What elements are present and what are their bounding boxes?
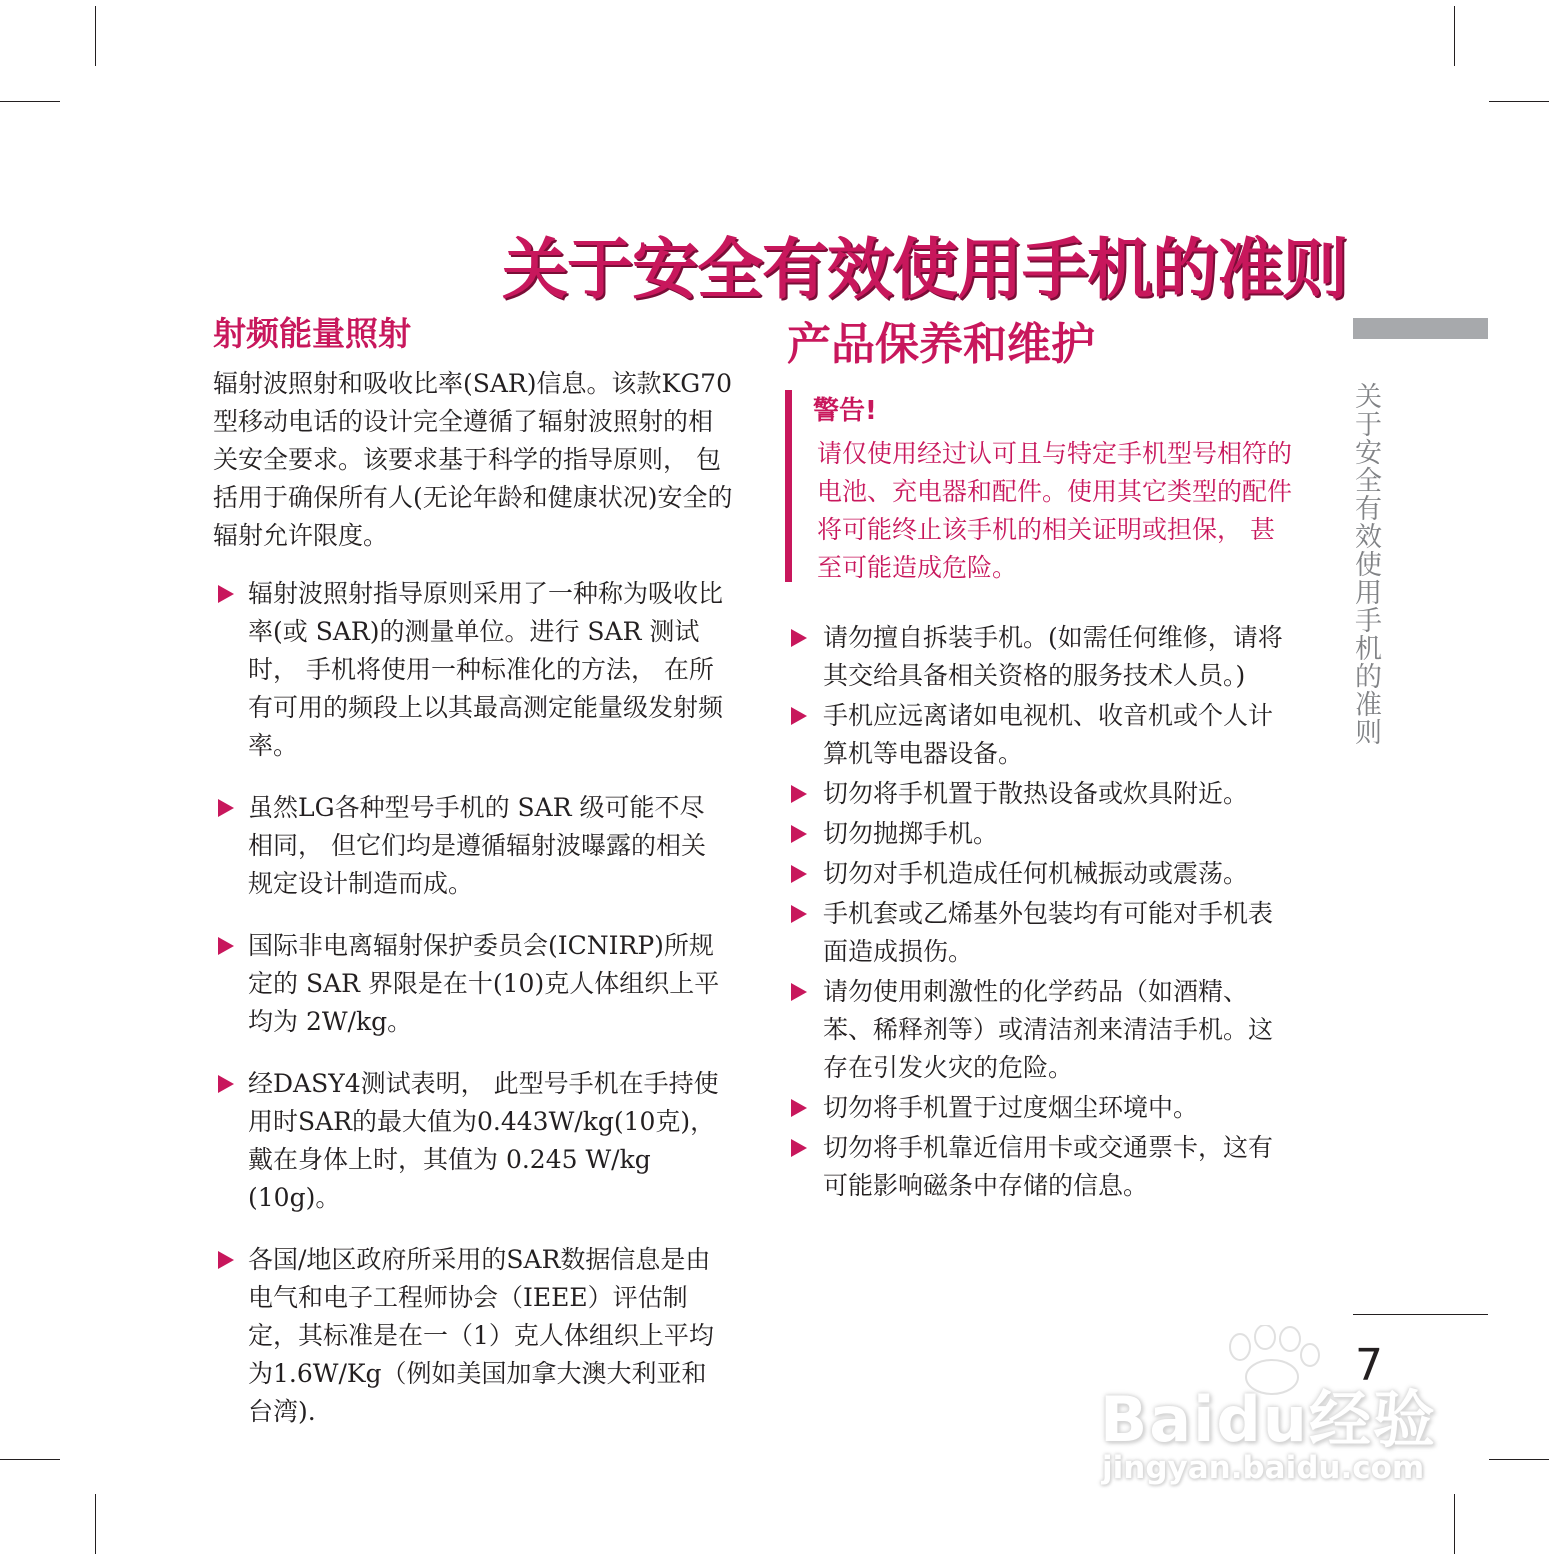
list-item (823, 775, 1293, 813)
bullet-triangle-icon (791, 905, 807, 923)
list-item-text: 手机应远离诸如电视机、收音机或个人计算机等电器设备。 (823, 701, 1274, 768)
list-item-text: 切勿将手机置于散热设备或炊具附近。 (823, 779, 1249, 808)
side-tab-label: 关于安全有效使用手机的准则 (1350, 382, 1381, 746)
bullet-triangle-icon (218, 937, 234, 955)
bullet-triangle-icon (791, 825, 807, 843)
list-item-text: 请勿擅自拆装手机。(如需任何维修，请将其交给具备相关资格的服务技术人员。) (823, 623, 1283, 690)
list-item (823, 815, 1293, 853)
list-item-text: 切勿将手机置于过度烟尘环境中。 (823, 1093, 1199, 1122)
list-item-text: 虽然LG各种型号手机的 SAR 级可能不尽相同， 但它们均是遵循辐射波曝露的相关规定设计制造而成。 (248, 793, 706, 898)
bullet-triangle-icon (791, 785, 807, 803)
list-item-text: 各国/地区政府所采用的SAR数据信息是由电气和电子工程师协会（IEEE）评估制定，其标准是在一（1）克人体组织上平均为1.6W/Kg（例如美国加拿大澳大利亚和台湾). (248, 1245, 714, 1426)
list-item (823, 619, 1293, 695)
crop-mark (0, 1459, 60, 1460)
crop-mark (1489, 101, 1549, 102)
watermark-word: Baidu经验 (1100, 1383, 1437, 1456)
crop-mark (95, 6, 96, 66)
bullet-triangle-icon (791, 707, 807, 725)
list-item-text: 辐射波照射指导原则采用了一种称为吸收比率(或 SAR)的测量单位。进行 SAR 测试时， 手机将使用一种标准化的方法， 在所有可用的频段上以其最高测定能量级发射频率。 (248, 579, 724, 760)
bullet-triangle-icon (218, 1251, 234, 1269)
list-item (823, 855, 1293, 893)
section-heading-care-maintenance: 产品保养和维护 (787, 319, 1095, 370)
bullet-triangle-icon (218, 799, 234, 817)
list-item-text: 切勿抛掷手机。 (823, 819, 999, 848)
rf-bullet-list (248, 575, 728, 1455)
list-item-text: 国际非电离辐射保护委员会(ICNIRP)所规定的 SAR 界限是在十(10)克人体组织上平均为 2W/kg。 (248, 931, 720, 1036)
crop-mark (1454, 1494, 1455, 1554)
list-item (248, 1065, 728, 1217)
list-item (823, 697, 1293, 773)
list-item-text: 请勿使用刺激性的化学药品（如酒精、苯、稀释剂等）或清洁剂来清洁手机。这存在引发火灾的危险。 (823, 977, 1274, 1082)
warning-accent-bar (785, 390, 792, 582)
list-item (248, 927, 728, 1041)
list-item (823, 973, 1293, 1087)
bullet-triangle-icon (218, 585, 234, 603)
list-item (248, 1241, 728, 1431)
intro-paragraph: 辐射波照射和吸收比率(SAR)信息。该款KG70型移动电话的设计完全遵循了辐射波照射的相关安全要求。该要求基于科学的指导原则， 包括用于确保所有人(无论年龄和健康状况)安全的辐射允许限度。 (213, 369, 733, 550)
list-item (823, 1129, 1293, 1205)
warning-text: 请仅使用经过认可且与特定手机型号相符的电池、充电器和配件。使用其它类型的配件将可能终止该手机的相关证明或担保， 甚至可能造成危险。 (817, 439, 1293, 582)
page-number: 7 (1355, 1340, 1383, 1391)
list-item-text: 切勿将手机靠近信用卡或交通票卡，这有可能影响磁条中存储的信息。 (823, 1133, 1274, 1200)
list-item-text: 切勿对手机造成任何机械振动或震荡。 (823, 859, 1249, 888)
bullet-triangle-icon (791, 1139, 807, 1157)
bullet-triangle-icon (791, 983, 807, 1001)
list-item (248, 575, 728, 765)
crop-mark (95, 1494, 96, 1554)
list-item (248, 789, 728, 903)
section-heading-rf-exposure: 射频能量照射 (213, 314, 411, 353)
list-item-text: 经DASY4测试表明， 此型号手机在手持使用时SAR的最大值为0.443W/kg(10克)，戴在身体上时，其值为 0.245 W/kg (10g)。 (248, 1069, 719, 1212)
watermark-url: jingyan.baidu.com (1102, 1450, 1425, 1486)
bullet-triangle-icon (791, 629, 807, 647)
warning-title: 警告! (813, 396, 877, 426)
care-bullet-list (823, 619, 1293, 1207)
page-title: 关于安全有效使用手机的准则 (502, 231, 1347, 309)
page-number-rule (1353, 1314, 1488, 1315)
bullet-triangle-icon (218, 1075, 234, 1093)
bullet-triangle-icon (791, 1099, 807, 1117)
crop-mark (1489, 1459, 1549, 1460)
bullet-triangle-icon (791, 865, 807, 883)
baidu-watermark (1100, 1325, 1460, 1490)
list-item (823, 895, 1293, 971)
crop-mark (0, 101, 60, 102)
crop-mark (1454, 6, 1455, 66)
list-item (823, 1089, 1293, 1127)
side-tab-marker (1353, 318, 1488, 339)
list-item-text: 手机套或乙烯基外包装均有可能对手机表面造成损伤。 (823, 899, 1274, 966)
